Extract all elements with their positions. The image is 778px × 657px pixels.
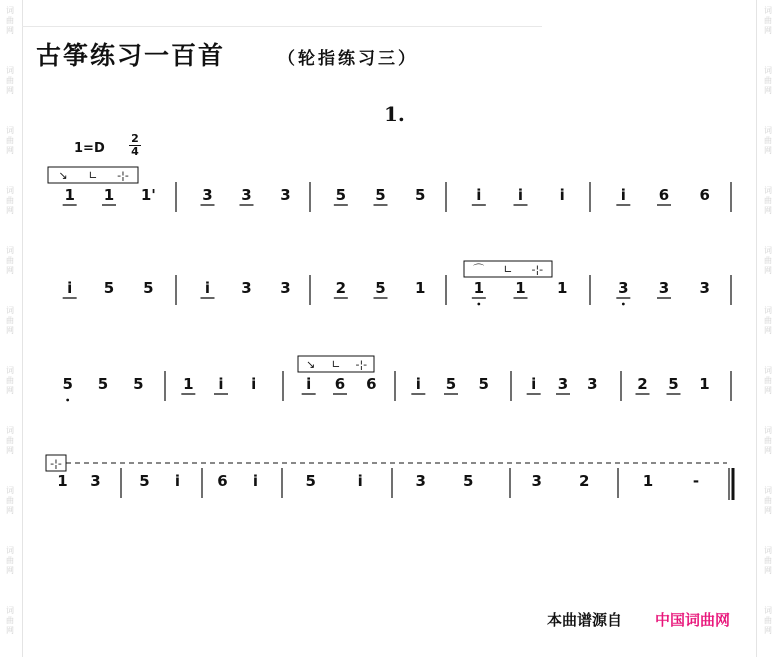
- watermark-text: 词 曲 网: [764, 486, 772, 515]
- note: 3: [587, 375, 598, 393]
- note: 5: [375, 186, 386, 204]
- footer-site-name: 中国词曲网: [655, 611, 731, 629]
- note: 3: [280, 279, 291, 297]
- lower-octave-dot: [622, 303, 625, 306]
- note: 5: [375, 279, 386, 297]
- time-signature-top: 2: [131, 132, 139, 145]
- note: i: [559, 186, 565, 204]
- note: i: [531, 375, 537, 393]
- note: 5: [414, 186, 426, 204]
- watermark-text: 词 曲 网: [764, 546, 772, 575]
- watermark-text: 词 曲 网: [6, 606, 14, 635]
- watermark-text: 词 曲 网: [6, 246, 14, 275]
- note: 5: [668, 375, 679, 393]
- note: 5: [463, 472, 474, 490]
- technique-glyph: -¦-: [355, 358, 368, 371]
- note: i: [204, 279, 211, 297]
- technique-glyph: ↘: [306, 358, 316, 371]
- lower-octave-dot: [66, 399, 69, 402]
- watermark-text: 词 曲 网: [764, 66, 772, 95]
- time-signature-bottom: 4: [131, 145, 139, 158]
- note: 1: [642, 472, 654, 490]
- note: 3: [415, 472, 426, 490]
- note: i: [517, 186, 524, 204]
- note: 1': [140, 186, 156, 204]
- technique-glyph: ∟: [331, 358, 341, 371]
- note: 1: [64, 186, 75, 204]
- note: 1: [556, 279, 568, 297]
- note: 3: [557, 375, 569, 393]
- note: 1: [699, 375, 710, 393]
- note: 5: [445, 375, 457, 393]
- note: 1: [183, 375, 194, 393]
- note: 3: [202, 186, 213, 204]
- note: i: [357, 472, 363, 490]
- note: i: [67, 279, 73, 297]
- lower-octave-dot: [477, 303, 480, 306]
- note: 6: [334, 375, 346, 393]
- watermark-text: 词 曲 网: [764, 606, 772, 635]
- watermark-text: 词 曲 网: [6, 6, 14, 35]
- watermark-text: 词 曲 网: [6, 426, 14, 455]
- piece-number: 1.: [384, 102, 405, 126]
- note: i: [415, 375, 421, 393]
- note: i: [306, 375, 312, 393]
- footer-source-label: 本曲谱源自: [547, 611, 623, 629]
- technique-glyph: -¦-: [117, 169, 129, 182]
- note: 5: [305, 472, 316, 490]
- note: 5: [335, 186, 347, 204]
- note: i: [476, 186, 482, 204]
- score-subtitle: （轮指练习三）: [278, 49, 418, 69]
- technique-glyph: ∟: [503, 263, 513, 276]
- key-signature: 1=D: [74, 141, 105, 156]
- note: 2: [637, 375, 648, 393]
- note: 2: [335, 279, 347, 297]
- note: 1: [515, 279, 526, 297]
- watermark-text: 词 曲 网: [6, 546, 14, 575]
- note: 3: [241, 186, 252, 204]
- watermark-text: 词 曲 网: [764, 306, 772, 335]
- technique-glyph: ⌒: [473, 263, 485, 276]
- note: 5: [139, 472, 150, 490]
- note: 3: [531, 472, 542, 490]
- note: 5: [103, 279, 115, 297]
- note: 5: [62, 375, 73, 393]
- note: 5: [143, 279, 154, 297]
- watermark-text: 词 曲 网: [6, 66, 14, 95]
- score-title: 古筝练习一百首: [36, 41, 226, 70]
- note: 1: [57, 472, 68, 490]
- note: 3: [658, 279, 670, 297]
- note: 6: [217, 472, 228, 490]
- note: 3: [280, 186, 291, 204]
- note: 6: [658, 186, 670, 204]
- note: 6: [366, 375, 377, 393]
- technique-glyph: ↘: [58, 169, 68, 182]
- watermark-text: 词 曲 网: [6, 186, 14, 215]
- watermark-text: 词 曲 网: [6, 306, 14, 335]
- note: 5: [97, 375, 109, 393]
- note: 2: [579, 472, 590, 490]
- watermark-text: 词 曲 网: [764, 186, 772, 215]
- note: i: [174, 472, 181, 490]
- note: i: [620, 186, 626, 204]
- technique-glyph: -¦-: [531, 263, 544, 276]
- watermark-text: 词 曲 网: [764, 246, 772, 275]
- note: 5: [133, 375, 144, 393]
- technique-glyph: -¦-: [50, 457, 62, 470]
- watermark-text: 词 曲 网: [6, 126, 14, 155]
- note: i: [252, 472, 259, 490]
- note: i: [218, 375, 224, 393]
- note: -: [692, 472, 700, 490]
- note: 6: [699, 186, 710, 204]
- note: i: [251, 375, 257, 393]
- watermark-text: 词 曲 网: [6, 486, 14, 515]
- note: 1: [103, 186, 115, 204]
- note: 1: [473, 279, 485, 297]
- note: 3: [90, 472, 101, 490]
- note: 3: [699, 279, 710, 297]
- watermark-text: 词 曲 网: [6, 366, 14, 395]
- note: 1: [414, 279, 426, 297]
- watermark-text: 词 曲 网: [764, 426, 772, 455]
- watermark-text: 词 曲 网: [764, 366, 772, 395]
- note: 5: [478, 375, 489, 393]
- watermark-text: 词 曲 网: [764, 6, 772, 35]
- note: 3: [241, 279, 252, 297]
- watermark-text: 词 曲 网: [764, 126, 772, 155]
- note: 3: [618, 279, 629, 297]
- technique-glyph: ∟: [88, 169, 98, 182]
